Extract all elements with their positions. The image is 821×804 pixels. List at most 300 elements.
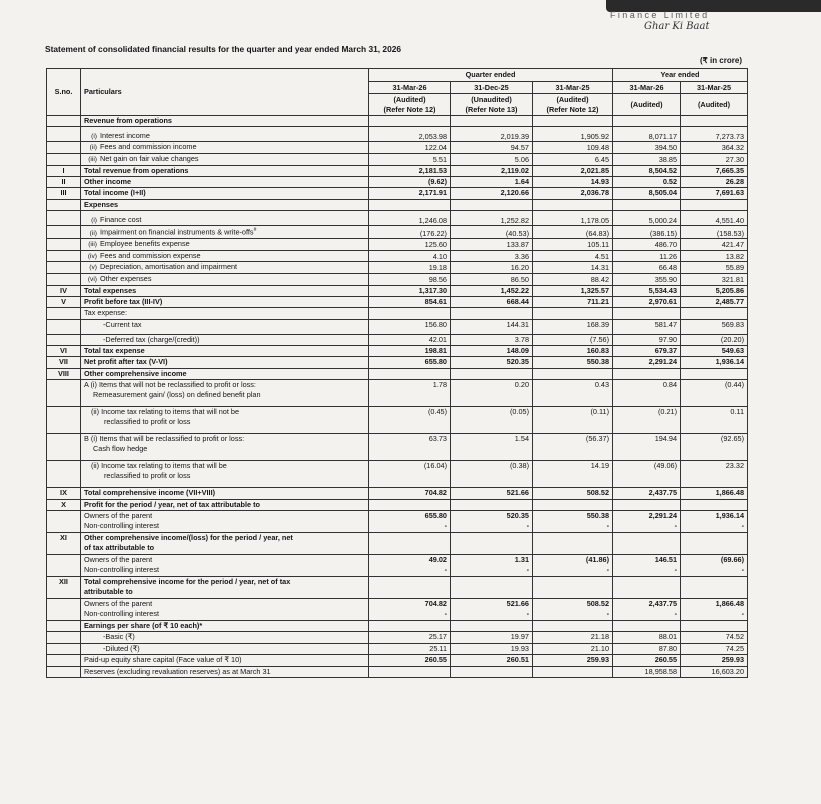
footnote-marker: #: [253, 227, 257, 234]
value-text-nci: -: [674, 608, 678, 618]
row-value: [613, 655, 681, 666]
value-text: 144.31: [506, 319, 529, 329]
value-text-nci: -: [741, 608, 745, 618]
table-row: [47, 153, 748, 165]
row-value: [369, 533, 451, 555]
value-text: 6.45: [594, 154, 610, 164]
table-row: [47, 621, 748, 632]
table-row: [47, 285, 748, 296]
row-sno: [47, 273, 81, 285]
row-subindex: (i): [91, 216, 97, 224]
value-text: (386.15): [649, 228, 678, 238]
row-label: Total income (I+II): [84, 188, 146, 198]
table-row: [47, 499, 748, 510]
row-value: [369, 127, 451, 142]
row-value: [533, 555, 613, 577]
table-row: [47, 555, 748, 577]
row-subindex: (ii): [89, 229, 97, 237]
value-text: 0.20: [514, 380, 529, 390]
value-text: (7.56): [589, 334, 610, 344]
row-particulars: [81, 346, 369, 357]
row-value: [613, 142, 681, 154]
row-value: [681, 655, 748, 666]
row-value: [533, 621, 613, 632]
row-particulars: [81, 262, 369, 274]
row-value: [369, 577, 451, 599]
row-label: Owners of the parent: [84, 511, 153, 521]
row-value: [451, 116, 533, 127]
value-text: (56.37): [585, 434, 610, 444]
value-text: 260.55: [654, 655, 678, 665]
value-text: 550.38: [586, 511, 610, 521]
value-text: 1.64: [514, 176, 529, 186]
row-subindex: (i): [91, 132, 97, 140]
row-label: -Deferred tax (charge/(credit)): [103, 334, 200, 344]
row-value: [681, 632, 748, 643]
row-value: [533, 643, 613, 654]
value-text: 1,246.08: [418, 215, 447, 225]
row-value: [681, 499, 748, 510]
row-sno: VI: [47, 346, 81, 357]
row-label: Profit for the period / year, net of tax attributable to: [84, 499, 260, 509]
row-label: Profit before tax (III-IV): [84, 296, 163, 306]
row-value: [369, 599, 451, 621]
value-text: 7,273.73: [715, 131, 745, 141]
table-row: [47, 380, 748, 407]
logo-tagline: Ghar Ki Baat: [644, 21, 710, 32]
value-text: 1,452.22: [500, 285, 529, 295]
row-value: [681, 308, 748, 319]
row-value: [613, 499, 681, 510]
row-sno: [47, 555, 81, 577]
row-value: [451, 296, 533, 307]
row-value: [451, 211, 533, 226]
row-label: Reserves (excluding revaluation reserves) as at March 31: [84, 666, 271, 676]
row-value: [369, 239, 451, 251]
value-text: 16.20: [510, 263, 529, 273]
row-value: [533, 153, 613, 165]
row-particulars: [81, 296, 369, 307]
value-text: 21.18: [590, 632, 610, 642]
row-particulars: [81, 176, 369, 187]
row-value: [613, 153, 681, 165]
row-label: A (i) Items that will not be reclassified to profit or loss:: [84, 380, 256, 390]
value-text: 0.43: [594, 380, 610, 390]
value-text: 160.83: [586, 346, 610, 356]
row-value: [533, 116, 613, 127]
row-value: [451, 577, 533, 599]
value-text: 25.11: [429, 643, 447, 653]
value-text: (0.11): [590, 407, 610, 417]
row-particulars: [81, 142, 369, 154]
row-value: [613, 599, 681, 621]
value-text: 2,171.91: [418, 188, 447, 198]
row-value: [613, 555, 681, 577]
row-value: [681, 176, 748, 187]
currency-unit-note: (₹ in crore): [700, 56, 742, 65]
value-text: 88.42: [590, 274, 610, 284]
table-row: [47, 632, 748, 643]
value-text: 549.63: [721, 346, 745, 356]
row-value: [681, 165, 748, 176]
row-sno: VII: [47, 357, 81, 368]
value-text: 2,021.85: [580, 165, 610, 175]
row-sno: [47, 599, 81, 621]
table-row: [47, 188, 748, 199]
row-value: [451, 666, 533, 677]
row-label: Other expenses: [100, 273, 152, 283]
row-value: [369, 142, 451, 154]
row-particulars: [81, 285, 369, 296]
value-text: 3.36: [514, 251, 529, 261]
table-row: [47, 250, 748, 262]
table-row: [47, 308, 748, 319]
row-value: [533, 434, 613, 461]
table-row: [47, 461, 748, 488]
value-text: 14.19: [590, 461, 610, 471]
row-value: [369, 285, 451, 296]
table-row: [47, 319, 748, 334]
row-particulars: [81, 599, 369, 621]
value-text: 1,325.57: [580, 285, 610, 295]
row-value: [613, 357, 681, 368]
value-text: 2,019.39: [500, 131, 529, 141]
row-value: [613, 346, 681, 357]
table-row: [47, 165, 748, 176]
row-label: Total tax expense: [84, 346, 145, 356]
value-text-nci: -: [674, 564, 678, 574]
row-value: [369, 153, 451, 165]
row-value: [533, 511, 613, 533]
value-text: 668.44: [506, 296, 529, 306]
value-text: 25.17: [428, 632, 447, 642]
value-text: 854.61: [424, 296, 447, 306]
row-value: [369, 407, 451, 434]
value-text: 394.50: [654, 143, 678, 153]
column-date: 31-Dec-25: [451, 82, 533, 94]
row-label: Total comprehensive income (VII+VIII): [84, 488, 216, 498]
row-value: [681, 577, 748, 599]
value-text: 11.26: [659, 251, 678, 261]
statement-title: Statement of consolidated financial results for the quarter and year ended March 31, 2026: [45, 44, 402, 54]
row-value: [613, 273, 681, 285]
value-text: 5,205.86: [715, 285, 745, 295]
particulars-header: Particulars: [81, 69, 369, 116]
row-particulars: [81, 153, 369, 165]
table-row: [47, 211, 748, 226]
row-value: [369, 499, 451, 510]
column-date: 31-Mar-25: [533, 82, 613, 94]
value-text: 109.48: [586, 143, 610, 153]
row-value: [369, 666, 451, 677]
value-text: 259.93: [721, 655, 745, 665]
row-value: [369, 116, 451, 127]
row-value: [451, 357, 533, 368]
value-text: (158.53): [716, 228, 745, 238]
row-particulars: [81, 239, 369, 251]
value-text: 655.80: [424, 511, 447, 521]
row-value: [533, 368, 613, 379]
row-value: [681, 239, 748, 251]
value-text: 3.78: [514, 334, 529, 344]
row-particulars: [81, 511, 369, 533]
row-value: [533, 666, 613, 677]
row-value: [533, 632, 613, 643]
row-value: [369, 511, 451, 533]
table-row: [47, 368, 748, 379]
row-sno: III: [47, 188, 81, 199]
value-text: 86.50: [510, 274, 529, 284]
row-value: [451, 250, 533, 262]
row-value: [533, 296, 613, 307]
row-value: [533, 188, 613, 199]
table-body: [47, 116, 748, 678]
row-value: [681, 346, 748, 357]
row-label: Paid-up equity share capital (Face value of ₹ 10): [84, 655, 242, 665]
value-text: 19.97: [510, 632, 529, 642]
row-value: [681, 319, 748, 334]
value-text-nci: -: [674, 520, 678, 530]
value-text: 1,936.14: [715, 357, 745, 367]
row-value: [533, 285, 613, 296]
table-row: [47, 142, 748, 154]
row-value: [613, 319, 681, 334]
row-value: [451, 488, 533, 499]
row-value: [369, 357, 451, 368]
row-value: [369, 643, 451, 654]
row-value: [533, 165, 613, 176]
row-value: [533, 599, 613, 621]
table-header: [47, 69, 748, 116]
row-value: [369, 461, 451, 488]
row-label-line2: Non-controlling interest: [84, 608, 160, 618]
row-value: [369, 176, 451, 187]
row-value: [613, 226, 681, 239]
value-text: 133.87: [506, 240, 529, 250]
value-text: 125.60: [424, 240, 447, 250]
value-text: 49.02: [428, 555, 447, 565]
row-label: Fees and commission expense: [100, 250, 201, 260]
value-text: 19.18: [428, 263, 447, 273]
row-particulars: [81, 632, 369, 643]
row-label: Total expenses: [84, 285, 137, 295]
row-value: [369, 632, 451, 643]
row-label: Other comprehensive income: [84, 368, 187, 378]
value-text: 27.30: [725, 154, 745, 164]
row-particulars: [81, 621, 369, 632]
value-text: (0.05): [509, 407, 529, 417]
table-row: [47, 199, 748, 210]
row-value: [369, 621, 451, 632]
row-particulars: [81, 368, 369, 379]
value-text: 2,120.66: [500, 188, 529, 198]
table-row: [47, 488, 748, 499]
value-text: 521.66: [506, 599, 529, 609]
value-text: 260.55: [424, 655, 447, 665]
value-text-nci: -: [444, 520, 447, 530]
row-value: [681, 488, 748, 499]
value-text: 38.85: [658, 154, 678, 164]
column-date: 31-Mar-26: [613, 82, 681, 94]
row-value: [613, 511, 681, 533]
sno-header: S.no.: [47, 69, 81, 116]
row-value: [369, 165, 451, 176]
row-value: [533, 262, 613, 274]
value-text: 21.10: [590, 643, 610, 653]
value-text: (69.66): [720, 555, 745, 565]
row-value: [451, 273, 533, 285]
row-value: [533, 407, 613, 434]
row-value: [681, 273, 748, 285]
row-value: [681, 434, 748, 461]
row-value: [451, 599, 533, 621]
table-row: [47, 176, 748, 187]
row-value: [613, 211, 681, 226]
value-text: 0.84: [662, 380, 678, 390]
row-value: [533, 142, 613, 154]
row-particulars: [81, 380, 369, 407]
row-value: [369, 188, 451, 199]
column-status: (Audited) (Refer Note 12): [533, 94, 613, 116]
row-label: Net profit after tax (V-VI): [84, 357, 168, 367]
row-sno: [47, 153, 81, 165]
row-value: [681, 250, 748, 262]
row-particulars: [81, 555, 369, 577]
row-sno: [47, 643, 81, 654]
row-value: [451, 511, 533, 533]
row-label-line2: reclassified to profit or loss: [104, 416, 191, 426]
row-value: [451, 319, 533, 334]
row-particulars: [81, 127, 369, 142]
row-value: [451, 533, 533, 555]
value-text: 2,036.78: [580, 188, 610, 198]
value-text: 704.82: [424, 599, 447, 609]
row-value: [681, 285, 748, 296]
row-value: [613, 488, 681, 499]
value-text: 5.51: [432, 154, 447, 164]
value-text: 2,970.61: [648, 296, 678, 306]
row-label: Earnings per share (of ₹ 10 each)*: [84, 621, 203, 631]
value-text: 1,866.48: [715, 599, 745, 609]
value-text: 122.04: [424, 143, 447, 153]
row-value: [369, 250, 451, 262]
value-text: 355.90: [654, 274, 678, 284]
row-value: [681, 666, 748, 677]
row-subindex: (v): [89, 264, 97, 272]
row-label: -Basic (₹): [103, 632, 135, 642]
value-text: (49.06): [653, 461, 678, 471]
row-value: [533, 273, 613, 285]
row-label: -Diluted (₹): [103, 643, 140, 653]
row-value: [451, 380, 533, 407]
row-label: Interest income: [100, 130, 150, 140]
table-row: [47, 407, 748, 434]
value-text: 0.11: [730, 407, 745, 417]
row-value: [613, 188, 681, 199]
column-status: (Audited): [613, 94, 681, 116]
value-text: 194.94: [654, 434, 678, 444]
row-value: [369, 273, 451, 285]
table-row: [47, 346, 748, 357]
row-subindex: (iv): [87, 252, 97, 260]
row-value: [613, 239, 681, 251]
row-subindex: (vi): [87, 275, 97, 283]
row-value: [451, 461, 533, 488]
row-label: Fees and commission income: [100, 142, 197, 152]
row-value: [451, 153, 533, 165]
row-particulars: [81, 199, 369, 210]
value-text: 98.56: [428, 274, 447, 284]
row-value: [533, 577, 613, 599]
row-value: [613, 533, 681, 555]
row-particulars: [81, 643, 369, 654]
column-date: 31-Mar-25: [681, 82, 748, 94]
row-value: [451, 346, 533, 357]
value-text: (0.38): [509, 461, 529, 471]
value-text: 4.51: [594, 251, 610, 261]
row-value: [681, 461, 748, 488]
row-value: [533, 488, 613, 499]
value-text: 520.35: [506, 357, 529, 367]
row-value: [613, 176, 681, 187]
value-text-nci: -: [606, 608, 610, 618]
row-value: [451, 434, 533, 461]
row-value: [613, 334, 681, 345]
value-text: 2,291.24: [648, 357, 678, 367]
row-sno: [47, 116, 81, 127]
row-value: [451, 239, 533, 251]
row-value: [681, 296, 748, 307]
row-value: [613, 308, 681, 319]
row-value: [369, 319, 451, 334]
row-value: [451, 334, 533, 345]
value-text: 66.48: [658, 263, 678, 273]
row-sno: [47, 407, 81, 434]
value-text: (0.21): [657, 407, 678, 417]
row-value: [681, 533, 748, 555]
row-label: (ii) Income tax relating to items that will not be: [91, 407, 240, 417]
row-value: [533, 357, 613, 368]
row-value: [681, 511, 748, 533]
value-text: 148.09: [506, 346, 529, 356]
row-sno: [47, 621, 81, 632]
row-sno: I: [47, 165, 81, 176]
row-value: [681, 621, 748, 632]
row-sno: IX: [47, 488, 81, 499]
value-text: 4,551.40: [715, 215, 745, 225]
row-value: [451, 655, 533, 666]
row-value: [613, 285, 681, 296]
value-text: 5,534.43: [648, 285, 678, 295]
row-sno: [47, 239, 81, 251]
row-value: [533, 127, 613, 142]
row-value: [451, 127, 533, 142]
value-text: 704.82: [424, 488, 447, 498]
value-text-nci: -: [741, 564, 745, 574]
row-value: [613, 643, 681, 654]
value-text: (16.04): [423, 461, 447, 471]
row-sno: [47, 211, 81, 226]
value-text: 550.38: [586, 357, 610, 367]
row-label: Net gain on fair value changes: [100, 153, 199, 163]
value-text: 679.37: [654, 346, 678, 356]
row-value: [369, 226, 451, 239]
row-value: [533, 655, 613, 666]
row-particulars: [81, 226, 369, 239]
row-label-line2: reclassified to profit or loss: [104, 470, 191, 480]
row-value: [681, 188, 748, 199]
value-text: 2,437.75: [648, 488, 678, 498]
